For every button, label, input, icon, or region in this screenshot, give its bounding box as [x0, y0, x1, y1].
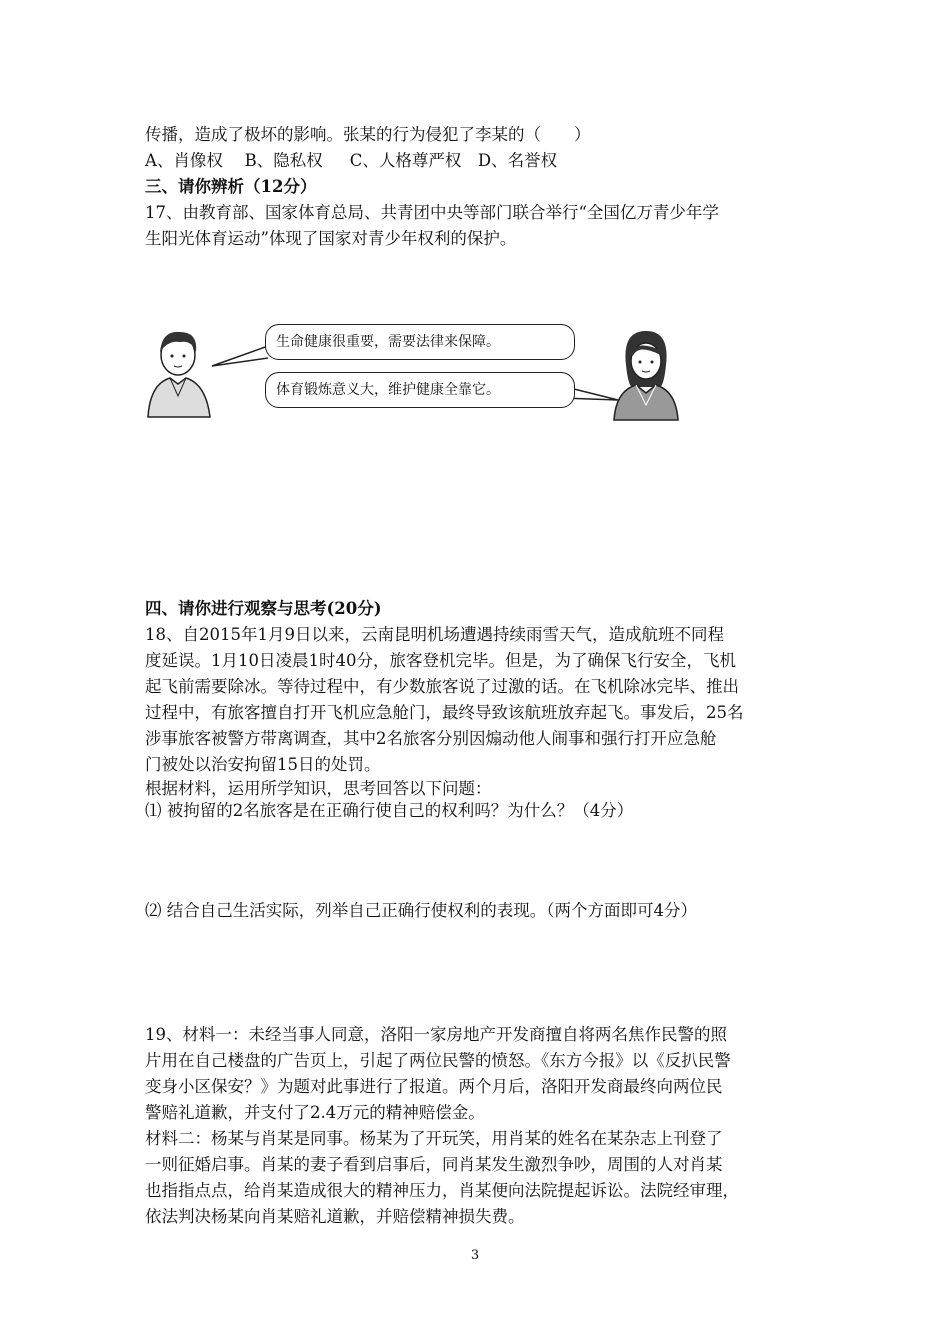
question-19-cont: 变身小区保安？》为题对此事进行了报道。两个月后，洛阳开发商最终向两位民	[145, 1077, 723, 1096]
sub-question-1: ⑴ 被拘留的2名旅客是在正确行使自己的权利吗？为什么？（4分）	[145, 801, 634, 820]
question-18: 18、自2015年1月9日以来，云南昆明机场遭遇持续雨雪天气，造成航班不同程	[145, 625, 724, 644]
bubble-tail-boy	[210, 340, 270, 370]
question-17: 17、由教育部、国家体育总局、共青团中央等部门联合举行“全国亿万青少年学	[145, 203, 719, 222]
page-number: 3	[470, 1248, 480, 1263]
question-18-cont: 起飞前需要除冰。等待过程中，有少数旅客说了过激的话。在飞机除冰完毕、推出	[145, 677, 739, 696]
question-19-cont: 依法判决杨某向肖某赔礼道歉，并赔偿精神损失费。	[145, 1207, 525, 1226]
section-heading-4: 四、请你进行观察与思考(20分)	[145, 599, 382, 618]
question-19-cont: 也指指点点，给肖某造成很大的精神压力，肖某便向法院提起诉讼。法院经审理，	[145, 1181, 739, 1200]
question-18-cont: 涉事旅客被警方带离调查，其中2名旅客分别因煽动他人闹事和强行打开应急舱	[145, 729, 717, 748]
question-19-cont: 片用在自己楼盘的广告页上，引起了两位民警的愤怒。《东方今报》以《反扒民警	[145, 1051, 731, 1070]
question-18-prompt: 根据材料，运用所学知识，思考回答以下问题：	[145, 779, 492, 798]
question-19-material-2: 材料二：杨某与肖某是同事。杨某为了开玩笑，用肖某的姓名在某杂志上刊登了	[145, 1129, 723, 1148]
speech-bubble-girl-text: 体育锻炼意义大，维护健康全靠它。	[276, 382, 500, 398]
sub-question-2: ⑵ 结合自己生活实际，列举自己正确行使权利的表现。（两个方面即可4分）	[145, 901, 697, 920]
question-18-cont: 门被处以治安拘留15日的处罚。	[145, 755, 381, 774]
question-18-cont: 度延误。1月10日凌晨1时40分，旅客登机完毕。但是，为了确保飞行安全，飞机	[145, 651, 736, 670]
section-heading-3: 三、请你辨析（12分）	[145, 177, 317, 196]
question-18-cont: 过程中，有旅客擅自打开飞机应急舱门，最终导致该航班放弃起飞。事发后，25名	[145, 703, 744, 722]
text-line: 传播，造成了极坏的影响。张某的行为侵犯了李某的（ ）	[145, 125, 591, 144]
speech-bubble-boy-text: 生命健康很重要，需要法律来保障。	[276, 334, 500, 350]
speech-bubble-girl	[265, 372, 575, 408]
speech-bubble-boy	[265, 324, 575, 360]
answer-options: A、肖像权 B、隐私权 C、人格尊严权 D、名誉权	[145, 151, 558, 170]
boy-illustration	[140, 322, 215, 417]
question-19: 19、材料一：未经当事人同意，洛阳一家房地产开发商擅自将两名焦作民警的照	[145, 1025, 727, 1044]
question-17-cont: 生阳光体育运动”体现了国家对青少年权利的保护。	[145, 229, 517, 248]
question-19-cont: 一则征婚启事。肖某的妻子看到启事后，同肖某发生激烈争吵，周围的人对肖某	[145, 1155, 723, 1174]
question-19-cont: 警赔礼道歉，并支付了2.4万元的精神赔偿金。	[145, 1103, 485, 1122]
